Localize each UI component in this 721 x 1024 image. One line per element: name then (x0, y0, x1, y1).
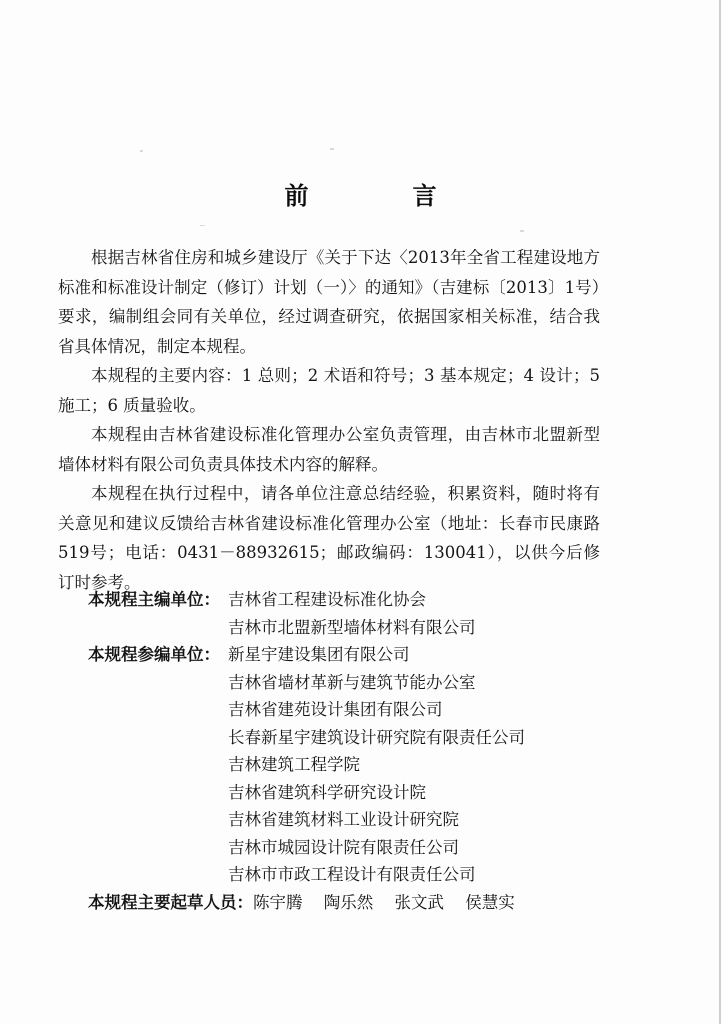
scan-noise (330, 148, 334, 150)
scan-noise (200, 225, 205, 226)
drafters-names (253, 889, 531, 917)
drafter-name: 张文武 (394, 892, 444, 912)
unit-item: 吉林市城园设计院有限责任公司 (228, 837, 459, 857)
drafters-label: 本规程主要起草人员： (88, 892, 253, 912)
preface-paragraph: 本规程由吉林省建设标准化管理办公室负责管理，由吉林市北盟新型墙体材料有限公司负责具体技术内容的解释。 (58, 425, 600, 474)
preface-body (58, 243, 600, 597)
page-title: 前 言 (284, 182, 477, 210)
scan-noise (140, 150, 143, 152)
unit-item: 吉林市北盟新型墙体材料有限公司 (228, 617, 476, 637)
unit-item: 吉林省墙材革新与建筑节能办公室 (228, 672, 476, 692)
scan-noise (520, 230, 524, 232)
drafters-line (58, 889, 618, 917)
unit-item: 吉林省建苑设计集团有限公司 (228, 700, 443, 719)
participant-label: 本规程参编单位： (88, 645, 220, 664)
unit-item: 新星宇建设集团有限公司 (228, 645, 410, 664)
chief-editor-label: 本规程主编单位： (88, 590, 220, 609)
unit-item: 吉林市市政工程设计有限责任公司 (228, 865, 476, 884)
preface-paragraph: 本规程在执行过程中，请各单位注意总结经验，积累资料，随时将有关意见和建议反馈给吉林省建设标准化管理办公室（地址：长春市民康路519号；电话：0431－88932615；邮政编码：130041），以供今后修订时参考。 (58, 484, 600, 592)
unit-item: 吉林省工程建设标准化协会 (228, 590, 426, 609)
drafter-name: 陶乐然 (323, 892, 374, 912)
unit-item: 长春新星宇建筑设计研究院有限责任公司 (228, 727, 525, 747)
unit-item: 吉林省建筑科学研究设计院 (228, 782, 426, 802)
credits-section (58, 586, 618, 916)
chief-editor-units (58, 586, 618, 641)
unit-item: 吉林建筑工程学院 (228, 755, 360, 774)
participant-list (228, 641, 618, 889)
chief-editor-list (228, 586, 618, 641)
participant-units (58, 641, 618, 889)
unit-item: 吉林省建筑材料工业设计研究院 (228, 810, 459, 829)
drafter-name: 陈宇腾 (253, 892, 303, 912)
preface-paragraph: 根据吉林省住房和城乡建设厅《关于下达〈2013年全省工程建设地方标准和标准设计制定（修订）计划（一）〉的通知》（吉建标〔2013〕1号）要求，编制组会同有关单位，经过调查研究，依据国家相关标准，结合我省具体情况，制定本规程。 (58, 248, 600, 356)
drafter-name: 侯慧实 (465, 892, 515, 912)
preface-paragraph: 本规程的主要内容：1 总则；2 术语和符号；3 基本规定；4 设计；5 施工；6 质量验收。 (58, 366, 600, 415)
